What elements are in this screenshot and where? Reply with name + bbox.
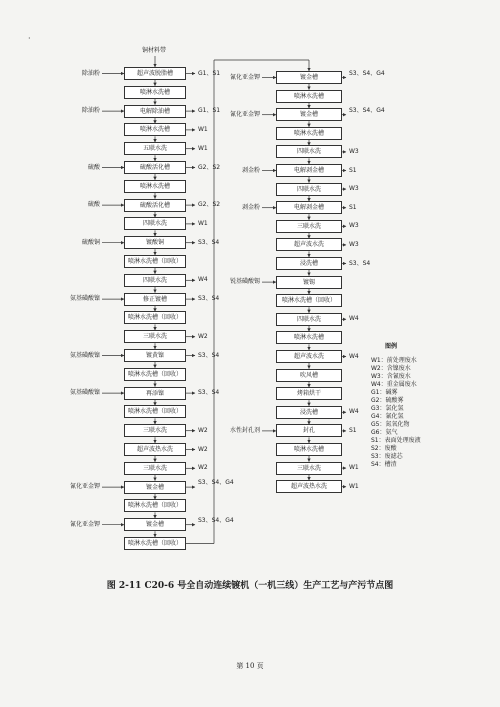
pollutant-output: G2、S2: [198, 163, 221, 171]
process-step: 喷淋水洗槽（回收）: [124, 311, 186, 324]
pollutant-output: W2: [198, 445, 208, 453]
legend-item: S1：表面处理废液: [371, 437, 421, 444]
process-step: 四联水洗: [124, 274, 186, 287]
input-chemical: 氨基磺酸镍: [69, 389, 100, 397]
process-step: 镀金槽: [124, 481, 186, 494]
process-step: 修正镀槽: [124, 293, 186, 306]
process-step: 电解除油槽: [124, 105, 186, 118]
process-step: 喷淋水洗槽（回收）: [124, 405, 186, 418]
process-step: 喷淋水洗槽（回收）: [276, 294, 342, 307]
process-step: 四联水洗: [276, 313, 342, 326]
input-chemical: 剥金粉: [241, 203, 260, 211]
legend-item: G5：氮氧化物: [371, 421, 410, 428]
process-step: 三联水洗: [276, 462, 342, 475]
input-chemical: 硫酸: [87, 201, 100, 209]
source-label: 铜材料带: [142, 47, 167, 54]
pollutant-output: S3、S4、G4: [198, 479, 234, 487]
legend: [371, 343, 421, 469]
pollutant-output: W1: [349, 482, 359, 490]
process-step: 四联水洗: [124, 217, 186, 230]
pollutant-output: S3、S4、G4: [349, 69, 385, 77]
input-chemical: 水性封孔剂: [229, 426, 260, 434]
process-step: 超声波热水洗: [276, 480, 342, 493]
process-step: 烤箱烘干: [276, 387, 342, 400]
process-step: 喷淋水洗槽（回收）: [124, 537, 186, 550]
legend-item: S2：废酸: [371, 445, 397, 452]
pollutant-output: W3: [349, 147, 359, 155]
process-step: 四联水洗: [276, 145, 342, 158]
process-step: 超声波脱脂槽: [124, 67, 186, 80]
process-step: 浸洗槽: [276, 257, 342, 270]
pollutant-output: W4: [198, 276, 208, 284]
legend-item: W2：含镍废水: [371, 365, 411, 372]
input-chemical: 剥金粉: [241, 166, 260, 174]
pollutant-output: S3、S4: [198, 351, 220, 359]
pollutant-output: W1: [198, 219, 208, 227]
input-chemical: 氰化亚金钾: [69, 483, 100, 491]
process-step: 硫酸活化槽: [124, 199, 186, 212]
legend-item: G2：硫酸雾: [371, 397, 404, 404]
pollutant-output: W4: [349, 352, 359, 360]
input-chemical: 除油粉: [81, 69, 100, 77]
process-step: 喷淋水洗槽（回收）: [124, 499, 186, 512]
process-step: 喷淋水洗槽: [124, 123, 186, 136]
process-step: 超声波水洗: [276, 238, 342, 251]
page-number: 第 10 页: [236, 662, 264, 670]
pollutant-output: G1、S1: [198, 107, 221, 115]
figure-caption: 图 2-11 C20-6 号全自动连续镀机（一机三线）生产工艺与产污节点图: [106, 581, 394, 591]
legend-item: W1：前处理废水: [371, 357, 417, 364]
process-step: 超声波水洗: [276, 350, 342, 363]
pollutant-output: G1、S1: [198, 69, 221, 77]
pollutant-output: W4: [349, 408, 359, 416]
input-chemical: 氰化亚金钾: [69, 520, 100, 528]
process-step: 喷淋水洗槽（回收）: [124, 255, 186, 268]
process-step: 镀酸铜: [124, 236, 186, 249]
process-step: 喷淋水洗槽: [124, 86, 186, 99]
pollutant-output: S3、S4: [198, 389, 220, 397]
pollutant-output: W2: [198, 464, 208, 472]
process-step: 封孔: [276, 424, 342, 437]
pollutant-output: W1: [198, 144, 208, 152]
scan-mark: ·: [28, 34, 31, 43]
pollutant-output: S3、S4: [198, 295, 220, 303]
input-chemical: 氰化亚金钾: [229, 73, 260, 81]
legend-item: G4：氰化氢: [371, 413, 404, 420]
input-chemical: 氰化亚金钾: [229, 110, 260, 118]
process-step: 四联水洗: [276, 183, 342, 196]
process-step: 电解剥金槽: [276, 201, 342, 214]
process-step: 吹风槽: [276, 369, 342, 382]
process-step: 喷淋水洗槽: [276, 443, 342, 456]
input-chemical: 硫酸: [87, 163, 100, 171]
process-step: 镀黄镍: [124, 349, 186, 362]
process-step: 再添镍: [124, 387, 186, 400]
process-step: 浸洗槽: [276, 406, 342, 419]
pollutant-output: W1: [198, 125, 208, 133]
legend-heading: 图例: [385, 343, 398, 350]
pollutant-output: W3: [349, 222, 359, 230]
legend-item: W4：重金属废水: [371, 381, 417, 388]
pollutant-output: W3: [349, 185, 359, 193]
pollutant-output: S3、S4: [198, 238, 220, 246]
pollutant-output: W3: [349, 240, 359, 248]
pollutant-output: S3、S4、G4: [349, 106, 385, 114]
legend-item: G1：碱雾: [371, 389, 398, 396]
pollutant-output: S3、S4、G4: [198, 516, 234, 524]
legend-item: S3：废滤芯: [371, 453, 403, 460]
pollutant-output: W2: [198, 332, 208, 340]
process-step: 硫酸活化槽: [124, 161, 186, 174]
legend-item: W3：含氰废水: [371, 373, 411, 380]
process-step: 镀金槽: [124, 518, 186, 531]
process-step: 镀锡: [276, 276, 342, 289]
pollutant-output: W1: [349, 464, 359, 472]
process-step: 三联水洗: [124, 462, 186, 475]
process-step: 喷淋水洗槽: [124, 180, 186, 193]
process-step: 镀金槽: [276, 108, 342, 121]
pollutant-output: S1: [349, 166, 357, 174]
input-chemical: 硫酸铜: [81, 238, 100, 246]
pollutant-output: S1: [349, 203, 357, 211]
pollutant-output: S3、S4: [349, 259, 371, 267]
process-step: 电解剥金槽: [276, 164, 342, 177]
process-step: 喷淋水洗槽（回收）: [124, 368, 186, 381]
process-step: 三联水洗: [124, 424, 186, 437]
pollutant-output: S1: [349, 426, 357, 434]
process-step: 三联水洗: [276, 220, 342, 233]
process-step: 喷淋水洗槽: [276, 331, 342, 344]
process-step: 五联水洗: [124, 142, 186, 155]
pollutant-output: W4: [349, 315, 359, 323]
pollutant-output: W2: [198, 426, 208, 434]
legend-item: G3：氯化氢: [371, 405, 404, 412]
process-step: 三联水洗: [124, 330, 186, 343]
input-chemical: 除油粉: [81, 107, 100, 115]
process-step: 超声波热水洗: [124, 443, 186, 456]
process-step: 喷淋水洗槽: [276, 127, 342, 140]
input-chemical: 氨基磺酸镍: [69, 351, 100, 359]
process-step: 镀金槽: [276, 71, 342, 84]
process-step: 喷淋水洗槽: [276, 90, 342, 103]
pollutant-output: G2、S2: [198, 201, 221, 209]
legend-item: S4：槽渣: [371, 461, 397, 468]
input-chemical: 锐基磺酸锡: [229, 278, 260, 286]
legend-item: G6：氨气: [371, 429, 398, 436]
input-chemical: 氨基磺酸镍: [69, 295, 100, 303]
